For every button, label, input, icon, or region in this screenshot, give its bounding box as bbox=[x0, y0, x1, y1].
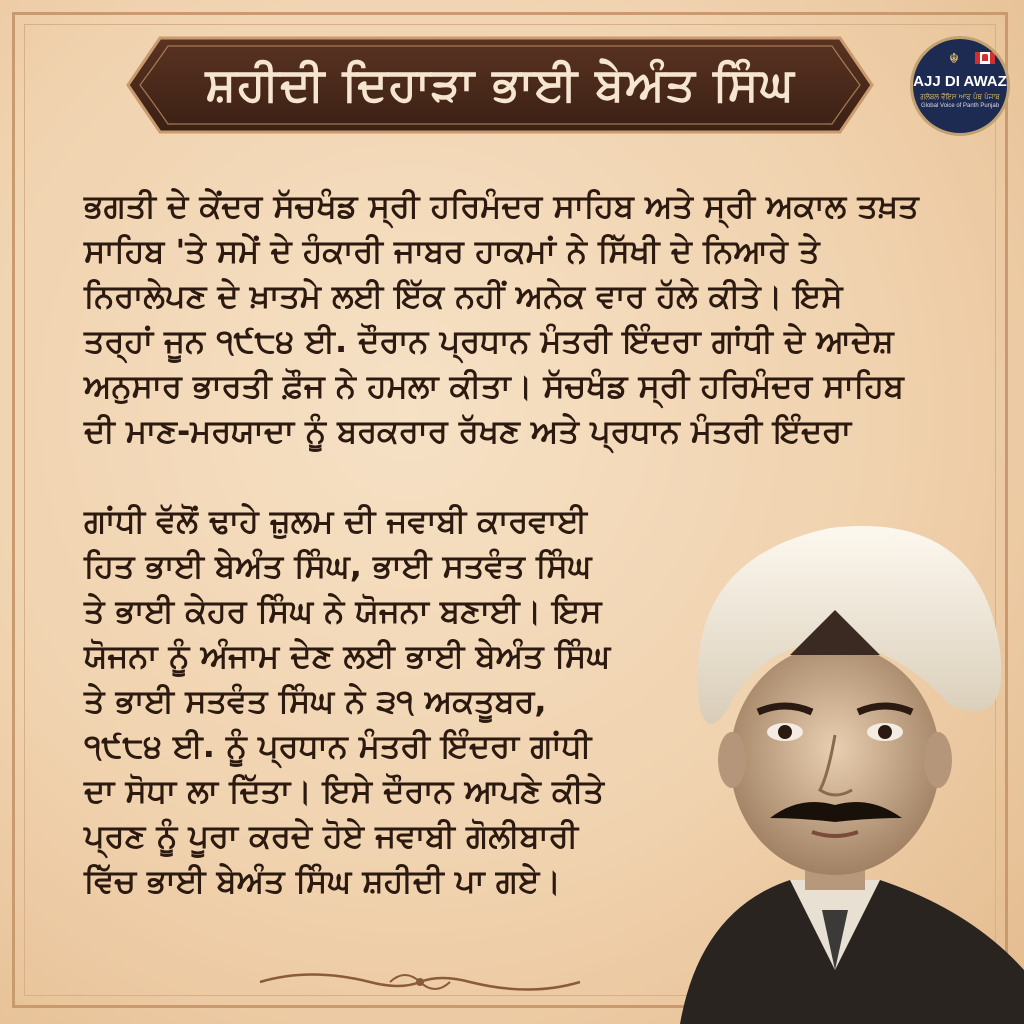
body-line: ਤੇ ਭਾਈ ਸਤਵੰਤ ਸਿੰਘ ਨੇ ੩੧ ਅਕਤੂਬਰ, bbox=[84, 682, 547, 720]
body-line: ਯੋਜਨਾ ਨੂੰ ਅੰਜਾਮ ਦੇਣ ਲਈ ਭਾਈ ਬੇਅੰਤ ਸਿੰਘ bbox=[84, 637, 611, 675]
body-line: ਦੀ ਮਾਣ-ਮਰਯਾਦਾ ਨੂੰ ਬਰਕਰਾਰ ਰੱਖਣ ਅਤੇ ਪ੍ਰਧਾਨ ਮੰਤਰੀ ਇੰਦਰਾ bbox=[84, 412, 852, 450]
body-line: ਤੇ ਭਾਈ ਕੇਹਰ ਸਿੰਘ ਨੇ ਯੋਜਨਾ ਬਣਾਈ। ਇਸ bbox=[84, 592, 602, 630]
body-line: ਦਾ ਸੋਧਾ ਲਾ ਦਿੱਤਾ। ਇਸੇ ਦੌਰਾਨ ਆਪਣੇ ਕੀਤੇ bbox=[84, 772, 604, 810]
body-line: ਵਿੱਚ ਭਾਈ ਬੇਅੰਤ ਸਿੰਘ ਸ਼ਹੀਦੀ ਪਾ ਗਏ। bbox=[84, 862, 561, 900]
decorative-flourish bbox=[250, 962, 590, 1002]
channel-logo bbox=[910, 36, 1010, 136]
body-line: ਪ੍ਰਣ ਨੂੰ ਪੂਰਾ ਕਰਦੇ ਹੋਏ ਜਵਾਬੀ ਗੋਲੀਬਾਰੀ bbox=[84, 817, 579, 855]
page-title: ਸ਼ਹੀਦੀ ਦਿਹਾੜਾ ਭਾਈ ਬੇਅੰਤ ਸਿੰਘ bbox=[205, 57, 795, 111]
body-line: ਸਾਹਿਬ 'ਤੇ ਸਮੇਂ ਦੇ ਹੰਕਾਰੀ ਜਾਬਰ ਹਾਕਮਾਂ ਨੇ ਸਿੱਖੀ ਦੇ ਨਿਆਰੇ ਤੇ bbox=[84, 232, 820, 270]
portrait-photo bbox=[640, 500, 1024, 1024]
canada-flag-icon bbox=[975, 52, 995, 64]
body-paragraph-narrow bbox=[84, 499, 644, 904]
body-line: ੧੯੮੪ ਈ. ਨੂੰ ਪ੍ਰਧਾਨ ਮੰਤਰੀ ਇੰਦਰਾ ਗਾਂਧੀ bbox=[84, 727, 592, 765]
logo-subtitle: ਗਲੋਬਲ ਵੌਇਸ ਆਫ ਪੰਥ ਪੰਜਾਬ bbox=[920, 93, 1000, 101]
title-banner bbox=[120, 30, 880, 140]
logo-tagline: Global Voice of Panth Punjab bbox=[920, 103, 1000, 109]
body-line: ਭਗਤੀ ਦੇ ਕੇਂਦਰ ਸੱਚਖੰਡ ਸ੍ਰੀ ਹਰਿਮੰਦਰ ਸਾਹਿਬ ਅਤੇ ਸ੍ਰੀ ਅਕਾਲ ਤਖ਼ਤ bbox=[84, 187, 919, 225]
khanda-icon: ☬ bbox=[949, 51, 959, 67]
body-line: ਨਿਰਾਲੇਪਣ ਦੇ ਖ਼ਾਤਮੇ ਲਈ ਇੱਕ ਨਹੀਂ ਅਨੇਕ ਵਾਰ ਹੱਲੇ ਕੀਤੇ। ਇਸੇ bbox=[84, 277, 843, 315]
body-paragraph-full bbox=[84, 184, 946, 454]
body-line: ਹਿਤ ਭਾਈ ਬੇਅੰਤ ਸਿੰਘ, ਭਾਈ ਸਤਵੰਤ ਸਿੰਘ bbox=[84, 547, 592, 585]
body-line: ਗਾਂਧੀ ਵੱਲੋਂ ਢਾਹੇ ਜ਼ੁਲਮ ਦੀ ਜਵਾਬੀ ਕਾਰਵਾਈ bbox=[84, 502, 588, 540]
logo-brand: AJJ DI AWAZ bbox=[913, 73, 1007, 90]
body-line: ਅਨੁਸਾਰ ਭਾਰਤੀ ਫ਼ੌਜ ਨੇ ਹਮਲਾ ਕੀਤਾ। ਸੱਚਖੰਡ ਸ੍ਰੀ ਹਰਿਮੰਦਰ ਸਾਹਿਬ bbox=[84, 367, 904, 405]
body-line: ਤਰ੍ਹਾਂ ਜੂਨ ੧੯੮੪ ਈ. ਦੌਰਾਨ ਪ੍ਰਧਾਨ ਮੰਤਰੀ ਇੰਦਰਾ ਗਾਂਧੀ ਦੇ ਆਦੇਸ਼ bbox=[84, 322, 894, 360]
